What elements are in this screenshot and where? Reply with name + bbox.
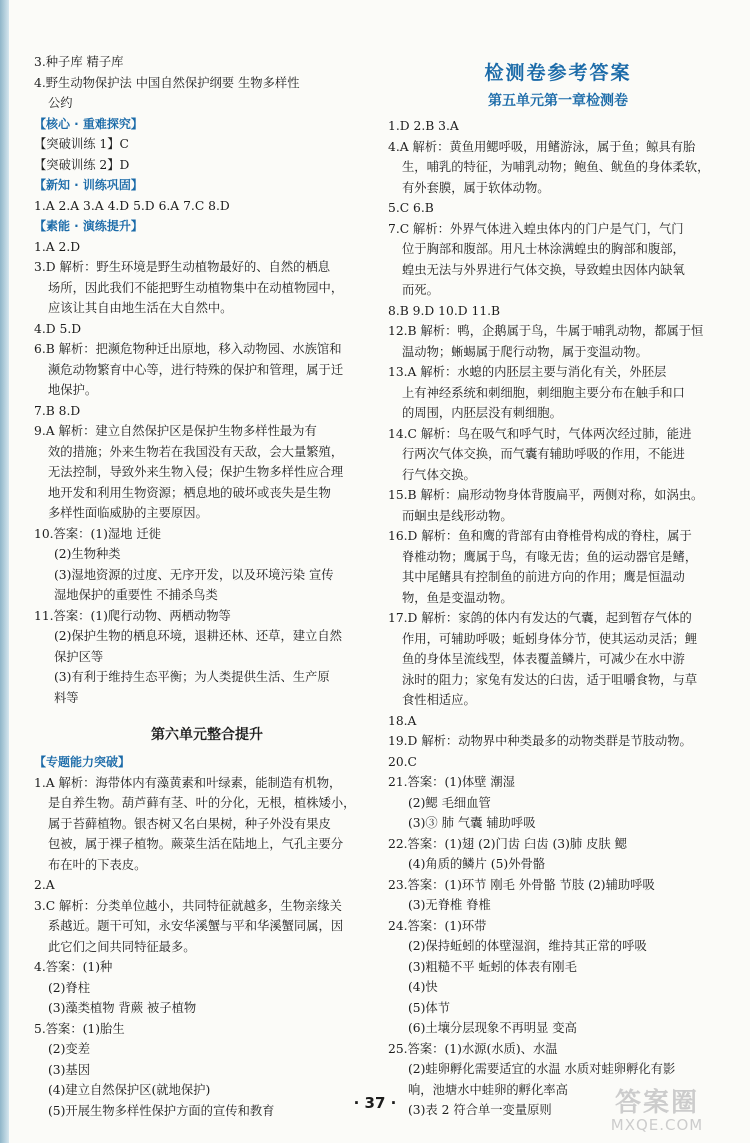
text-line: 行两次气体交换，而气囊有辅助呼吸的作用，不能进 [402,447,685,461]
text-line: 8.B 9.D 10.D 11.B [388,303,501,318]
text-line: (4)快 [408,980,438,994]
text-line: 此它们之间共同特征最多。 [48,939,196,954]
text-line: (2)鳃 毛细血管 [408,795,491,810]
text-line: 12.B 解析：鸭，企鹅属于鸟，牛属于哺乳动物，都属于恒 [388,324,704,338]
page-title: 检测卷参考答案 [484,62,632,84]
text-line: (3)湿地资源的过度、无序开发，以及环境污染 宣传 [54,567,334,582]
text-line: 20.C [388,754,417,769]
page-edge [0,0,9,1143]
text-line: 10.答案：(1)湿地 迁徙 [34,526,161,541]
text-line: 属于苔藓植物。银杏树又名白果树，种子外没有果皮 [48,816,331,831]
text-line: 是自养生物。葫芦藓有茎、叶的分化，无根，植株矮小， [48,796,356,810]
text-line: 7.B 8.D [34,403,81,418]
text-line: 泳时的阻力；家兔有发达的臼齿，适于咀嚼食物，与草 [402,672,698,687]
text-line: 作用，可辅助呼吸；蚯蚓身体分节，使其运动灵活；鲤 [402,631,698,646]
text-line: (2)生物种类 [54,547,121,561]
text-line: 地开发和利用生物资源；栖息地的破坏或丧失是生物 [48,485,331,500]
text-line: (5)开展生物多样性保护方面的宣传和教育 [48,1103,275,1118]
text-line: 料等 [54,690,79,705]
text-line: 【突破训练 2】D [34,157,130,172]
text-line: 15.B 解析：扁形动物身体背腹扁平，两侧对称，如涡虫。 [388,488,704,502]
text-line: 保护区等 [54,649,104,664]
text-line: 包被，属于裸子植物。蕨菜生活在陆地上，气孔主要分 [48,837,344,851]
text-line: 其中尾鳍具有控制鱼的前进方向的作用；鹰是恒温动 [402,570,685,584]
text-line: 鱼的身体呈流线型，体表覆盖鳞片，可减少在水中游 [402,652,685,666]
text-line: 的周围，内胚层没有刺细胞。 [402,406,562,420]
text-line: 5.C 6.B [388,201,434,215]
text-line: 而死。 [402,283,439,297]
text-line: 7.C 解析：外界气体进入蝗虫体内的门户是气门，气门 [388,221,684,236]
text-line: 9.A 解析：建立自然保护区是保护生物多样性最为有 [34,424,317,438]
text-line: 物，鱼是变温动物。 [402,590,513,605]
unit-title: 第五单元第一章检测卷 [488,93,628,109]
watermark-url: MXQE.COM [610,1116,704,1134]
text-line: 场所，因此我们不能把野生动植物集中在动植物园中， [48,280,344,295]
text-line: (4)建立自然保护区(就地保护) [48,1083,211,1097]
text-line: 上有神经系统和刺细胞，刺细胞主要分布在触手和口 [402,385,685,400]
unit-title: 第六单元整合提升 [151,727,263,743]
text-line: 5.答案：(1)胎生 [34,1021,125,1036]
text-line: 布在叶的下表皮。 [48,857,147,872]
text-line: 生，哺乳的特征，为哺乳动物；鲍鱼、鱿鱼的身体柔软， [402,160,710,174]
text-line: 16.D 解析：鱼和鹰的背部有由脊椎骨构成的脊柱，属于 [388,529,692,543]
text-line: (2)蛙卵孵化需要适宜的水温 水质对蛙卵孵化有影 [408,1062,676,1076]
text-line: (2)变差 [48,1042,91,1056]
text-line: (6)土壤分层现象不再明显 变高 [408,1021,577,1035]
watermark-logo [582,1089,732,1137]
text-line: (3)藻类植物 背蕨 被子植物 [48,1001,197,1015]
text-line: 2.A [34,878,55,892]
right-column [388,52,728,1121]
text-line: 4.野生动物保护法 中国自然保护纲要 生物多样性 [34,75,300,90]
text-line: 13.A 解析：水螅的内胚层主要与消化有关，外胚层 [388,365,667,379]
text-line: 无法控制，导致外来生物入侵；保护生物多样性应合理 [48,465,344,479]
page-number: · 37 · [353,1094,397,1112]
text-line: 4.D 5.D [34,321,82,336]
text-line: (2)保护生物的栖息环境，退耕还林、还草，建立自然 [54,629,342,643]
text-line: 1.A 2.A 3.A 4.D 5.D 6.A 7.C 8.D [34,198,230,213]
text-line: 濒危动物繁育中心等，进行特殊的保护和管理，属于迁 [48,362,344,377]
text-line: 11.答案：(1)爬行动物、两栖动物等 [34,608,231,623]
text-line: 湿地保护的重要性 不捕杀鸟类 [54,588,218,602]
section-heading: 【专题能力突破】 [34,755,131,769]
text-line: (2)脊柱 [48,980,91,995]
text-line: 效的措施；外来生物若在我国没有天敌，会大量繁殖， [48,444,344,459]
text-line: 食性相适应。 [402,693,476,707]
text-line: 3.D 解析：野生环境是野生动植物最好的、自然的栖息 [34,260,331,274]
text-line: 行气体交换。 [402,467,476,482]
text-line: (4)角质的鳞片 (5)外骨骼 [408,857,546,871]
section-heading: 【核心 · 重难探究】 [34,116,143,131]
text-line: 脊椎动物；鹰属于鸟，有喙无齿；鱼的运动器官是鳍， [402,549,698,564]
text-line: 【突破训练 1】C [34,137,129,151]
text-line: 25.答案：(1)水源(水质)、水温 [388,1041,558,1056]
text-line: 应该让其自由地生活在大自然中。 [48,301,233,315]
text-line: 地保护。 [48,383,98,397]
text-line: 多样性面临威胁的主要原因。 [48,506,208,520]
text-line: (3)有利于维持生态平衡；为人类提供生活、生产原 [54,670,330,684]
text-line: 3.种子库 精子库 [34,55,124,69]
text-line: 1.A 2.D [34,239,81,254]
text-line: (3)③ 肺 气囊 辅助呼吸 [408,816,536,830]
watermark-text: 答案圈 [614,1088,699,1118]
text-line: 23.答案：(1)环节 刚毛 外骨骼 节肢 (2)辅助呼吸 [388,877,655,892]
text-line: (2)保持蚯蚓的体壁湿润，维持其正常的呼吸 [408,939,647,953]
section-heading: 【新知 · 训练巩固】 [34,178,143,192]
text-line: (3)基因 [48,1062,91,1077]
text-line: 22.答案：(1)翅 (2)门齿 臼齿 (3)肺 皮肤 鳃 [388,836,627,851]
text-line: 17.D 解析：家鸽的体内有发达的气囊，起到暂存气体的 [388,611,692,625]
text-line: 24.答案：(1)环带 [388,918,487,933]
text-line: 温动物；蜥蜴属于爬行动物，属于变温动物。 [402,344,648,359]
text-line: 公约 [48,96,73,110]
text-line: 18.A [388,713,417,728]
text-line: 1.D 2.B 3.A [388,119,459,133]
text-line: (3)粗糙不平 蚯蚓的体表有刚毛 [408,959,577,974]
text-line: 21.答案：(1)体壁 潮湿 [388,775,515,789]
text-line: 14.C 解析：鸟在吸气和呼气时，气体两次经过肺，能进 [388,426,692,441]
text-line: 3.C 解析：分类单位越小，共同特征就越多，生物亲缘关 [34,898,342,913]
text-line: 系越近。题干可知，永安华溪蟹与平和华溪蟹同属，因 [48,919,344,933]
text-line: (3)无脊椎 脊椎 [408,898,491,912]
text-line: 有外套膜，属于软体动物。 [402,180,550,195]
text-line: 蝗虫无法与外界进行气体交换，导致蝗虫因体内缺氧 [402,262,685,277]
text-line: 4.答案：(1)种 [34,960,113,974]
section-heading: 【素能 · 演练提升】 [34,219,143,233]
text-line: (5)体节 [408,1000,451,1015]
text-line: 19.D 解析：动物界中种类最多的动物类群是节肢动物。 [388,734,692,748]
left-column [34,52,380,1121]
text-line: 1.A 解析：海带体内有藻黄素和叶绿素，能制造有机物， [34,775,342,790]
text-line: 位于胸部和腹部。用凡士林涂满蝗虫的胸部和腹部， [402,242,685,256]
text-line: 而蛔虫是线形动物。 [402,508,513,523]
text-line: (3)表 2 符合单一变量原则 [408,1103,552,1117]
text-line: 6.B 解析：把濒危物种迁出原地，移入动物园、水族馆和 [34,342,342,356]
text-line: 响，池塘水中蛙卵的孵化率高 [408,1082,568,1097]
text-line: 4.A 解析：黄鱼用鳃呼吸，用鳍游泳，属于鱼；鲸具有胎 [388,139,696,154]
